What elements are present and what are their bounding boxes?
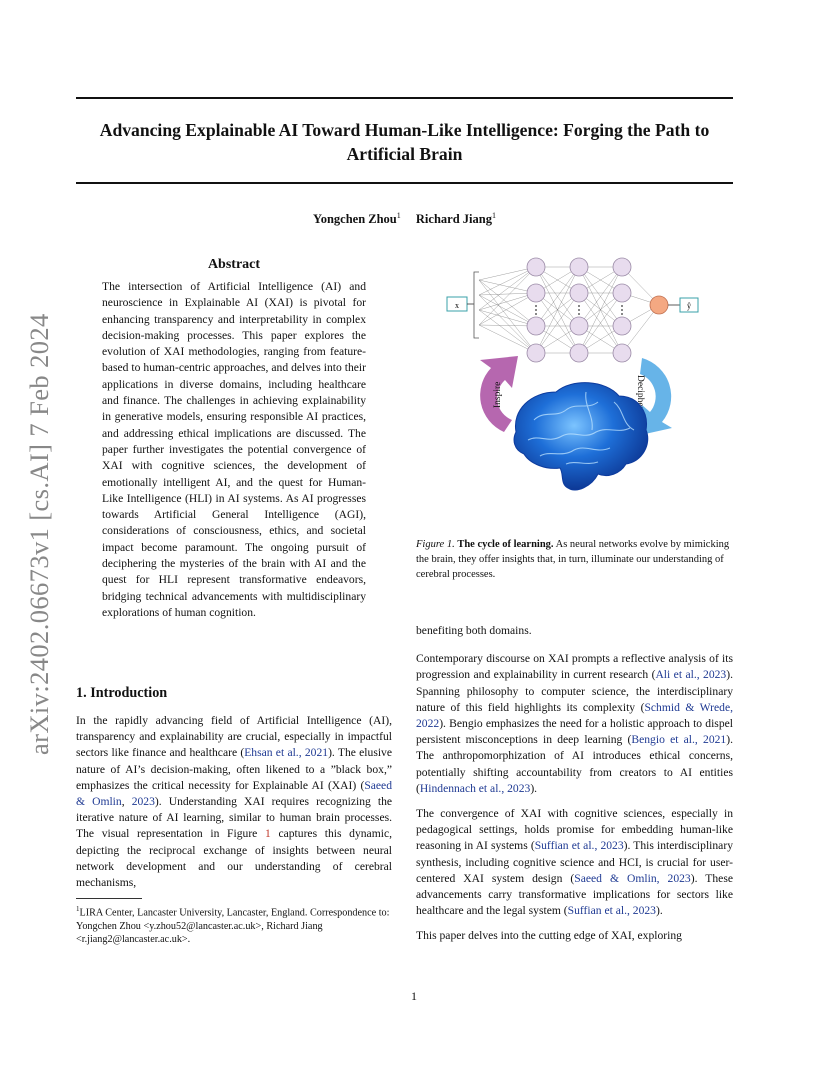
network-node bbox=[613, 317, 631, 335]
network-edges bbox=[479, 267, 659, 353]
section-heading-introduction: 1. Introduction bbox=[76, 685, 168, 701]
network-node bbox=[613, 258, 631, 276]
author-1-affil: 1 bbox=[396, 211, 401, 220]
network-node bbox=[570, 317, 588, 335]
caption-title: The cycle of learning. bbox=[457, 539, 554, 550]
text-run: ). The elusive nature of AI’s decision-making, often likened to a ”black box,” emphasizes the critical necessity for Explainable AI (XAI) ( bbox=[76, 746, 392, 792]
text-run: ). Bengio emphasizes the need for a holistic approach to dispel persistent misconceptions in deep learning ( bbox=[416, 717, 733, 747]
caption-label: Figure 1. bbox=[416, 539, 455, 550]
abstract-text: The intersection of Artificial Intelligence (AI) and neuroscience in Explainable AI (XAI) is pivotal for enhancing transparency and interpretability in complex decision-making processes. This paper explores the evolution of XAI methodologies, ranging from feature-based to human-centric approaches, and delves into their applications in diverse domains, including healthcare and finance. The challenges in achieving explainability in generative models, ensuring responsible AI practices, and addressing ethical implications are discussed. The paper further investigates the potential convergence of XAI with cognitive sciences, the development of emotionally intelligent AI, and the quest for Human-Like Intelligence (HLI) in AI systems. As AI progresses towards Artificial General Intelligence (AGI), considerations of consciousness, ethics, and societal impact become paramount. The ongoing pursuit of deciphering the mysteries of the brain with AI and the quest for HLI represent transformative endeavors, bridging technical advancements with multidisciplinary explorations of human cognition. bbox=[102, 280, 366, 619]
author-1-name: Yongchen Zhou bbox=[313, 212, 397, 227]
paper-title: Advancing Explainable AI Toward Human-Like Intelligence: Forging the Path to Artificial Brain bbox=[99, 120, 710, 164]
paragraph-2 bbox=[416, 651, 733, 797]
citation-link[interactable]: 2023 bbox=[131, 795, 155, 809]
output-node bbox=[650, 296, 668, 314]
text-run: The convergence of XAI with cognitive sciences, especially in pedagogical settings, holds promise for embedding human-like reasoning in AI systems ( bbox=[416, 807, 733, 853]
arxiv-stamp: arXiv:2402.06673v1 [cs.AI] 7 Feb 2024 bbox=[24, 313, 54, 755]
paragraph-4: This paper delves into the cutting edge of XAI, exploring bbox=[416, 929, 682, 943]
affiliation-footnote bbox=[76, 903, 392, 946]
network-node bbox=[570, 258, 588, 276]
network-node bbox=[527, 317, 545, 335]
citation-link[interactable]: Bengio et al., 2021 bbox=[631, 733, 727, 747]
inspire-arrow bbox=[480, 356, 518, 432]
author-1 bbox=[313, 212, 401, 226]
caption-text: As neural networks evolve by mimicking the brain, they offer insights that, in turn, illuminate our understanding of cerebral processes. bbox=[416, 539, 730, 580]
abstract-heading: Abstract bbox=[207, 257, 261, 272]
citation-link[interactable]: Saeed & Omlin, 2023 bbox=[574, 871, 691, 885]
citation-link[interactable]: Schmid & Wrede, 2022 bbox=[416, 700, 733, 731]
network-node bbox=[570, 344, 588, 362]
page-number: 1 bbox=[411, 989, 417, 1003]
network-node bbox=[613, 344, 631, 362]
text-run: captures this dynamic, depicting the reciprocal exchange of insights between neural network development and our understanding of cerebral mechanisms, bbox=[76, 827, 392, 890]
figure-1-graphic bbox=[416, 250, 733, 535]
author-2 bbox=[416, 212, 496, 226]
input-label: x bbox=[455, 301, 459, 310]
network-node bbox=[613, 284, 631, 302]
network-node bbox=[527, 284, 545, 302]
citation-link[interactable]: Suffian et al., 2023 bbox=[567, 904, 656, 918]
continuation-line: benefiting both domains. bbox=[416, 624, 532, 637]
text-run: ). Understanding XAI requires recognizing the iterative nature of AI learning, similar to human brain processes. The visual representation in Figure bbox=[76, 795, 393, 841]
text-run: ). The anthropomorphization of AI introduces ethical concerns, potentially shifting accountability from creators to AI entities ( bbox=[416, 733, 733, 795]
text-run: Contemporary discourse on XAI prompts a reflective analysis of its progression and explainability in current research ( bbox=[416, 652, 733, 682]
footnote-mark: 1 bbox=[76, 905, 80, 913]
figure-reference-link[interactable]: 1 bbox=[265, 827, 271, 841]
network-node bbox=[527, 258, 545, 276]
footnote-text: LIRA Center, Lancaster University, Lancaster, England. Correspondence to: Yongchen Zhou <y.zhou52@lancaster.ac.uk>, Richard Jiang <r.jiang2@lancaster.ac.uk>. bbox=[76, 907, 390, 945]
output-label: ŷ bbox=[687, 301, 691, 311]
citation-link[interactable]: Ali et al., 2023 bbox=[655, 668, 727, 682]
text-run: ). Spanning philosophy to computer science, the interdisciplinary nature of this field highlights its complexity ( bbox=[416, 668, 733, 714]
brain-image bbox=[514, 383, 648, 490]
footnote-rule bbox=[76, 898, 142, 899]
inspire-label: Inspire bbox=[493, 381, 503, 408]
title-rule-bottom bbox=[76, 182, 733, 184]
citation-link[interactable]: Ehsan et al., 2021 bbox=[244, 746, 329, 760]
intro-paragraph-1 bbox=[76, 713, 392, 891]
citation-link[interactable]: Saeed & Omlin bbox=[76, 778, 392, 809]
input-bracket bbox=[474, 272, 479, 338]
text-run: ). bbox=[655, 904, 663, 918]
author-2-affil: 1 bbox=[491, 211, 496, 220]
author-list bbox=[76, 211, 733, 227]
network-node bbox=[527, 344, 545, 362]
citation-link[interactable]: Hindennach et al., 2023 bbox=[419, 781, 531, 795]
network-node bbox=[570, 284, 588, 302]
figure-1-caption bbox=[416, 537, 733, 582]
neural-network-diagram bbox=[447, 258, 698, 362]
text-run: ). bbox=[530, 781, 538, 795]
right-column bbox=[416, 623, 733, 954]
paragraph-3 bbox=[416, 806, 733, 919]
title-rule-top bbox=[76, 97, 733, 99]
left-column bbox=[76, 713, 392, 900]
citation-link[interactable]: Suffian et al., 2023 bbox=[534, 839, 624, 853]
text-run: , bbox=[121, 795, 132, 809]
text-run: ). This interdisciplinary synthesis, including cognitive science and HCI, is crucial for user-centered XAI system design ( bbox=[416, 839, 733, 885]
text-run: In the rapidly advancing field of Artificial Intelligence (AI), transparency and explainability are crucial, especially in impactful sectors like finance and healthcare ( bbox=[76, 714, 392, 760]
author-2-name: Richard Jiang bbox=[415, 212, 492, 227]
figure-1 bbox=[416, 250, 733, 540]
decipher-label: Decipher bbox=[635, 375, 645, 410]
text-run: ). These advancements carry transformative implications for sectors like healthcare and the legal system ( bbox=[416, 871, 733, 918]
